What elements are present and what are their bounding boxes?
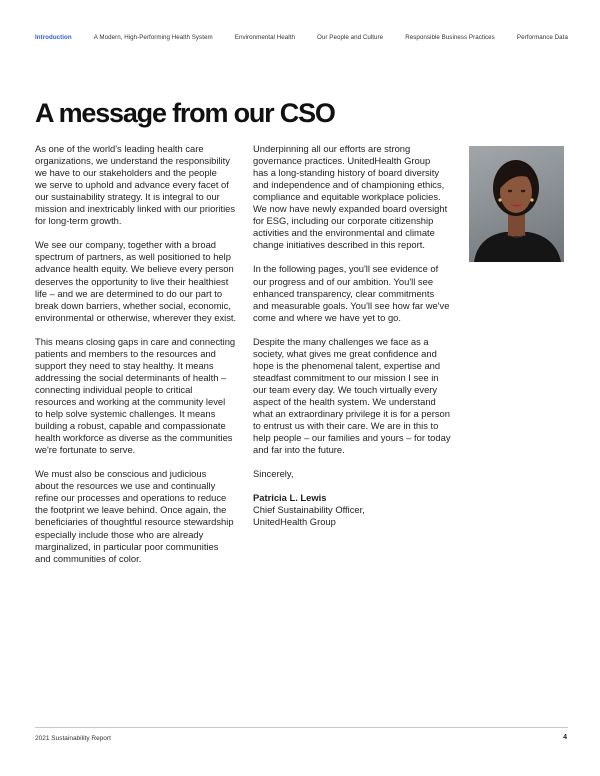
paragraph: Underpinning all our efforts are strong governance practices. UnitedHealth Group has a long-standing history of board diversity and independence and of championing ethics, compliance and equitable workplace policies. We now have newly expanded board oversight for ESG, including our corporate citizenship activities and the environmental and climate change initiatives described in this report. xyxy=(253,143,448,251)
portrait-illustration xyxy=(469,146,564,262)
paragraph: As one of the world's leading health care organizations, we understand the responsibility we have to our stakeholders and the people we serve to uphold and advance every facet of our sustainability strategy. It is integral to our mission and inextricably linked with our priorities for long-term growth. xyxy=(35,143,236,227)
portrait-photo xyxy=(469,146,564,262)
body-column-left xyxy=(35,143,250,577)
nav-health-system[interactable]: A Modern, High-Performing Health System xyxy=(93,34,213,41)
nav-introduction[interactable]: Introduction xyxy=(35,34,72,41)
page-number: 4 xyxy=(563,734,567,741)
signature-name: Patricia L. Lewis xyxy=(253,492,327,504)
nav-environmental-health[interactable]: Environmental Health xyxy=(234,34,295,41)
nav-business-practices[interactable]: Responsible Business Practices xyxy=(405,34,495,41)
signature-closing: Sincerely, xyxy=(253,468,294,480)
paragraph: We see our company, together with a broad spectrum of partners, as well positioned to help advance health equity. We believe every person deserves the opportunity to live their healthiest life – and we are determined to do our part to break down barriers, whether social, economic, environmental or otherwise, wherever they exist. xyxy=(35,239,237,323)
paragraph: This means closing gaps in care and connecting patients and members to the resources and support they need to stay healthy. It means addressing the social determinants of health – connecting individual people to critical resources and working at the community level to help solve systemic challenges. It means building a robust, capable and compassionate health workforce as diverse as the communities we're fortunate to serve. xyxy=(35,335,236,456)
top-navigation xyxy=(35,34,568,41)
page-title: A message from our CSO xyxy=(35,98,335,128)
footer-divider xyxy=(35,727,568,728)
paragraph: We must also be conscious and judicious about the resources we use and continually refine our processes and operations to reduce the footprint we leave behind. Once again, the beneficiaries of thoughtful resource stewardship especially include those who are already marginalized, in particular poor communities and communities of color. xyxy=(35,468,234,564)
signature-block xyxy=(253,492,458,528)
signature-title: Chief Sustainability Officer, UnitedHealth Group xyxy=(253,504,365,528)
footer-report-title: 2021 Sustainability Report xyxy=(35,735,111,742)
paragraph: In the following pages, you'll see evidence of our progress and of our ambition. You'll see enhanced transparency, clear commitments and measurable goals. You'll see how far we've come and where we have yet to go. xyxy=(253,263,450,323)
nav-people-culture[interactable]: Our People and Culture xyxy=(317,34,384,41)
nav-performance-data[interactable]: Performance Data xyxy=(516,34,568,41)
body-column-right xyxy=(253,143,458,529)
paragraph: Despite the many challenges we face as a society, what gives me great confidence and hope is the phenomenal talent, expertise and steadfast commitment to our mission I see in our team every day. We touch virtually every aspect of the health system. We understand what an extraordinary privilege it is for a person to entrust us with their care. We are in this to help people – our families and yours – for today and far into the future. xyxy=(253,335,451,456)
